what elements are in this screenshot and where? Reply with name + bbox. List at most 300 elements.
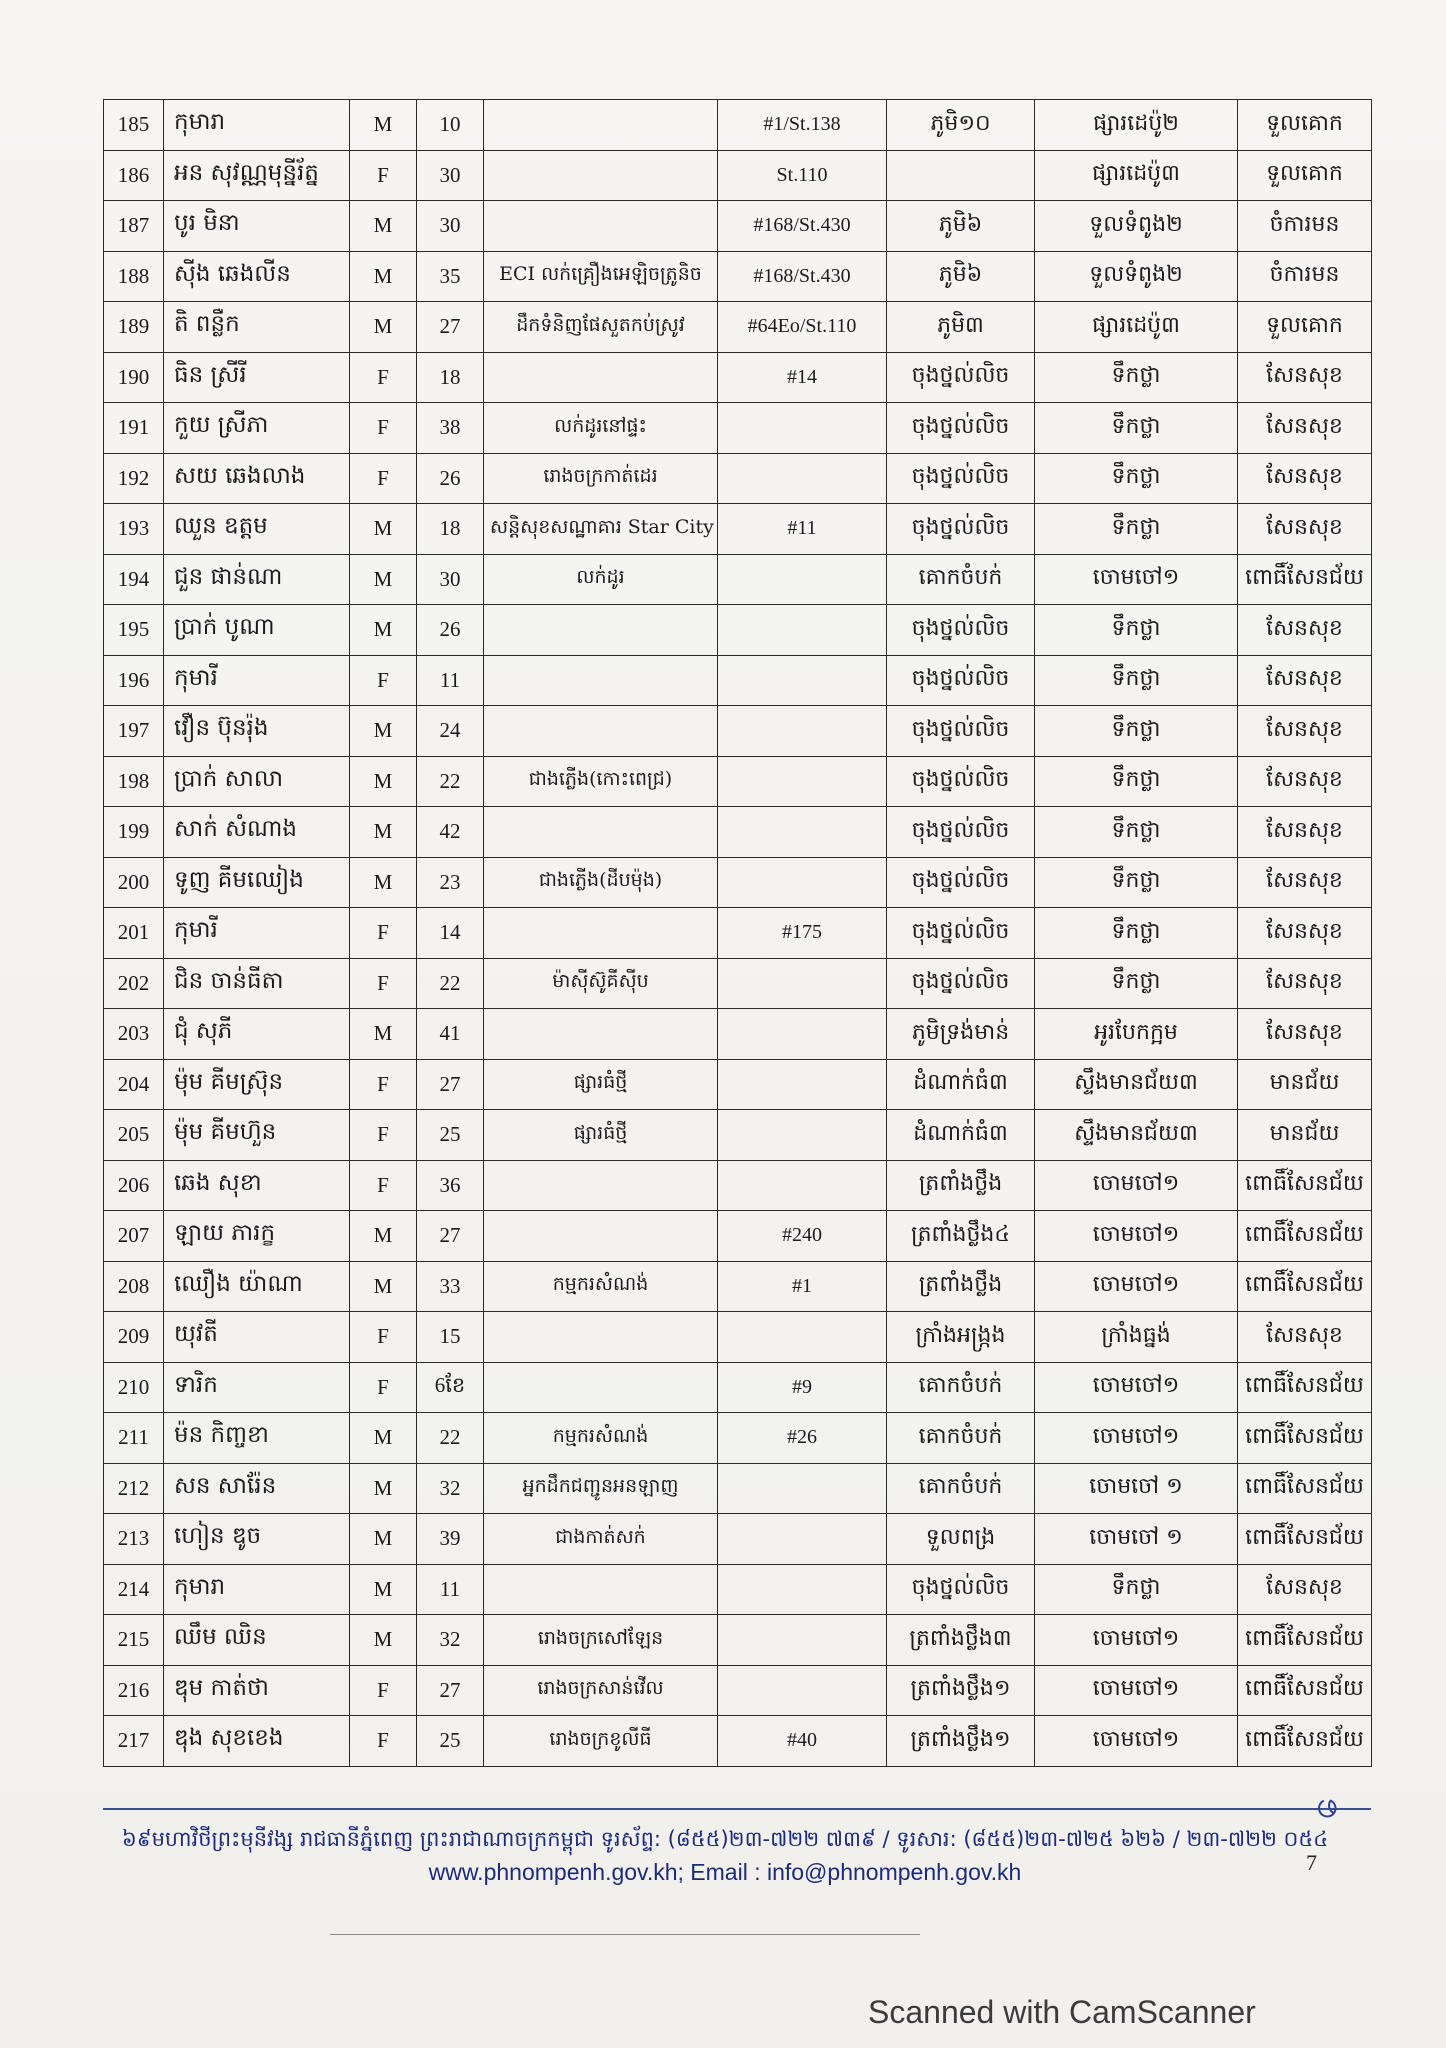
- table-row: [104, 504, 1372, 555]
- row-number-cell: 208: [104, 1261, 164, 1312]
- district-cell: ពោធិ៍សែនជ័យ: [1238, 554, 1372, 605]
- house-address-cell: [718, 1312, 887, 1363]
- row-number-cell: 216: [104, 1665, 164, 1716]
- occupation-cell: កម្មករសំណង់: [484, 1261, 718, 1312]
- occupation-cell: [484, 150, 718, 201]
- sex-cell: M: [350, 100, 417, 151]
- house-address-cell: [718, 706, 887, 757]
- name-cell: កុមារា: [164, 1564, 350, 1615]
- table-row: [104, 958, 1372, 1009]
- age-cell: 36: [417, 1160, 484, 1211]
- row-number-cell: 214: [104, 1564, 164, 1615]
- occupation-cell: រោងចក្រកាត់ដេរ: [484, 453, 718, 504]
- table-row: [104, 403, 1372, 454]
- name-cell: ជួន ផាន់ណា: [164, 554, 350, 605]
- table-row: [104, 1413, 1372, 1464]
- table-row: [104, 807, 1372, 858]
- name-cell: អន សុវណ្ណមុន្នីរ័ត្ន: [164, 150, 350, 201]
- sex-cell: M: [350, 201, 417, 252]
- village-cell: គោកចំបក់: [887, 554, 1035, 605]
- commune-cell: ចោមចៅ១: [1035, 1211, 1238, 1262]
- page-number: 7: [1306, 1850, 1317, 1875]
- sex-cell: F: [350, 1110, 417, 1161]
- sex-cell: M: [350, 1564, 417, 1615]
- name-cell: ប្រាក់ សាលា: [164, 756, 350, 807]
- commune-cell: ទួលទំពូង២: [1035, 251, 1238, 302]
- age-cell: 27: [417, 1665, 484, 1716]
- sex-cell: M: [350, 1211, 417, 1262]
- commune-cell: ទឹកថ្លា: [1035, 453, 1238, 504]
- row-number-cell: 210: [104, 1362, 164, 1413]
- occupation-cell: [484, 201, 718, 252]
- name-cell: ឡាយ ភារក្ខ: [164, 1211, 350, 1262]
- table-row: [104, 453, 1372, 504]
- records-table-body: [104, 100, 1372, 1767]
- commune-cell: ទួលទំពូង២: [1035, 201, 1238, 252]
- occupation-cell: សន្តិសុខសណ្ឋាគារ Star City: [484, 504, 718, 555]
- district-cell: សែនសុខ: [1238, 958, 1372, 1009]
- district-cell: ពោធិ៍សែនជ័យ: [1238, 1413, 1372, 1464]
- commune-cell: ចោមចៅ១: [1035, 1665, 1238, 1716]
- row-number-cell: 205: [104, 1110, 164, 1161]
- village-cell: ដំណាក់ធំ៣: [887, 1059, 1035, 1110]
- table-row: [104, 1665, 1372, 1716]
- district-cell: មានជ័យ: [1238, 1059, 1372, 1110]
- house-address-cell: #1: [718, 1261, 887, 1312]
- district-cell: សែនសុខ: [1238, 352, 1372, 403]
- house-address-cell: #9: [718, 1362, 887, 1413]
- age-cell: 42: [417, 807, 484, 858]
- row-number-cell: 212: [104, 1463, 164, 1514]
- village-cell: ភូមិ១០: [887, 100, 1035, 151]
- district-cell: សែនសុខ: [1238, 403, 1372, 454]
- house-address-cell: [718, 453, 887, 504]
- village-cell: ត្រពាំងថ្លឹង៤: [887, 1211, 1035, 1262]
- house-address-cell: [718, 1564, 887, 1615]
- house-address-cell: #1/St.138: [718, 100, 887, 151]
- district-cell: សែនសុខ: [1238, 1312, 1372, 1363]
- age-cell: 27: [417, 302, 484, 353]
- district-cell: ទួលគោក: [1238, 302, 1372, 353]
- row-number-cell: 199: [104, 807, 164, 858]
- age-cell: 39: [417, 1514, 484, 1565]
- row-number-cell: 198: [104, 756, 164, 807]
- commune-cell: ទឹកថ្លា: [1035, 504, 1238, 555]
- commune-cell: ទឹកថ្លា: [1035, 403, 1238, 454]
- occupation-cell: អ្នកដឹកជញ្ជូនអនឡាញ: [484, 1463, 718, 1514]
- sex-cell: M: [350, 1261, 417, 1312]
- sex-cell: F: [350, 1160, 417, 1211]
- row-number-cell: 189: [104, 302, 164, 353]
- district-cell: សែនសុខ: [1238, 1009, 1372, 1060]
- occupation-cell: [484, 807, 718, 858]
- occupation-cell: លក់ដូរ: [484, 554, 718, 605]
- commune-cell: ទឹកថ្លា: [1035, 908, 1238, 959]
- village-cell: ចុងថ្នល់លិច: [887, 756, 1035, 807]
- age-cell: 41: [417, 1009, 484, 1060]
- village-cell: [887, 150, 1035, 201]
- commune-cell: ទឹកថ្លា: [1035, 655, 1238, 706]
- commune-cell: អូរបែកក្អម: [1035, 1009, 1238, 1060]
- row-number-cell: 200: [104, 857, 164, 908]
- sex-cell: M: [350, 504, 417, 555]
- name-cell: វឿន ប៊ុនរ៉ុង: [164, 706, 350, 757]
- village-cell: ចុងថ្នល់លិច: [887, 706, 1035, 757]
- row-number-cell: 207: [104, 1211, 164, 1262]
- row-number-cell: 202: [104, 958, 164, 1009]
- occupation-cell: [484, 100, 718, 151]
- occupation-cell: [484, 706, 718, 757]
- village-cell: ភូមិ៦: [887, 201, 1035, 252]
- district-cell: សែនសុខ: [1238, 605, 1372, 656]
- commune-cell: ផ្សារដេប៉ូ៣: [1035, 302, 1238, 353]
- house-address-cell: #26: [718, 1413, 887, 1464]
- village-cell: ចុងថ្នល់លិច: [887, 958, 1035, 1009]
- commune-cell: ចោមចៅ១: [1035, 1261, 1238, 1312]
- table-row: [104, 1463, 1372, 1514]
- commune-cell: ស្ទឹងមានជ័យ៣: [1035, 1110, 1238, 1161]
- commune-cell: ចោមចៅ១: [1035, 554, 1238, 605]
- table-row: [104, 1059, 1372, 1110]
- commune-cell: ស្ទឹងមានជ័យ៣: [1035, 1059, 1238, 1110]
- table-row: [104, 554, 1372, 605]
- district-cell: ពោធិ៍សែនជ័យ: [1238, 1665, 1372, 1716]
- house-address-cell: [718, 1615, 887, 1666]
- village-cell: ចុងថ្នល់លិច: [887, 807, 1035, 858]
- table-row: [104, 1160, 1372, 1211]
- district-cell: ចំការមន: [1238, 201, 1372, 252]
- occupation-cell: ម៉ាស៊ីស៊ូគីស៊ីប: [484, 958, 718, 1009]
- age-cell: 24: [417, 706, 484, 757]
- sex-cell: F: [350, 150, 417, 201]
- table-row: [104, 1615, 1372, 1666]
- village-cell: ត្រពាំងថ្លឹង១: [887, 1665, 1035, 1716]
- age-cell: 38: [417, 403, 484, 454]
- name-cell: ម៉ុម គីមស្រ៊ុន: [164, 1059, 350, 1110]
- district-cell: ពោធិ៍សែនជ័យ: [1238, 1615, 1372, 1666]
- sex-cell: F: [350, 655, 417, 706]
- commune-cell: ទឹកថ្លា: [1035, 1564, 1238, 1615]
- sex-cell: M: [350, 251, 417, 302]
- name-cell: បូរ មិនា: [164, 201, 350, 252]
- sex-cell: F: [350, 453, 417, 504]
- name-cell: ឈឹម ឈិន: [164, 1615, 350, 1666]
- village-cell: ទួលពង្រ: [887, 1514, 1035, 1565]
- age-cell: 32: [417, 1463, 484, 1514]
- sex-cell: F: [350, 958, 417, 1009]
- district-cell: សែនសុខ: [1238, 706, 1372, 757]
- age-cell: 6ខែ: [417, 1362, 484, 1413]
- age-cell: 23: [417, 857, 484, 908]
- occupation-cell: ជាងភ្លើង(ដីបម៉ុង): [484, 857, 718, 908]
- scanner-watermark: Scanned with CamScanner: [868, 1994, 1256, 2030]
- commune-cell: ចោមចៅ១: [1035, 1615, 1238, 1666]
- house-address-cell: #40: [718, 1716, 887, 1767]
- age-cell: 25: [417, 1110, 484, 1161]
- district-cell: សែនសុខ: [1238, 655, 1372, 706]
- occupation-cell: ជាងកាត់សក់: [484, 1514, 718, 1565]
- age-cell: 30: [417, 150, 484, 201]
- district-cell: ពោធិ៍សែនជ័យ: [1238, 1463, 1372, 1514]
- village-cell: ចុងថ្នល់លិច: [887, 605, 1035, 656]
- table-row: [104, 857, 1372, 908]
- house-address-cell: St.110: [718, 150, 887, 201]
- age-cell: 26: [417, 605, 484, 656]
- house-address-cell: #168/St.430: [718, 201, 887, 252]
- row-number-cell: 190: [104, 352, 164, 403]
- name-cell: សន សារ៉ែន: [164, 1463, 350, 1514]
- commune-cell: ផ្សារដេប៉ូ២: [1035, 100, 1238, 151]
- name-cell: ធិន ស្រីរី: [164, 352, 350, 403]
- village-cell: គោកចំបក់: [887, 1362, 1035, 1413]
- occupation-cell: [484, 1564, 718, 1615]
- row-number-cell: 187: [104, 201, 164, 252]
- table-row: [104, 352, 1372, 403]
- age-cell: 26: [417, 453, 484, 504]
- table-row: [104, 1261, 1372, 1312]
- sex-cell: M: [350, 1615, 417, 1666]
- footer-contact: www.phnompenh.gov.kh; Email : info@phnompenh.gov.kh: [428, 1859, 1022, 1885]
- village-cell: ចុងថ្នល់លិច: [887, 908, 1035, 959]
- sex-cell: F: [350, 403, 417, 454]
- row-number-cell: 195: [104, 605, 164, 656]
- age-cell: 11: [417, 655, 484, 706]
- name-cell: ឈឿង យ៉ាណា: [164, 1261, 350, 1312]
- row-number-cell: 206: [104, 1160, 164, 1211]
- sex-cell: F: [350, 1665, 417, 1716]
- table-row: [104, 201, 1372, 252]
- house-address-cell: [718, 403, 887, 454]
- age-cell: 33: [417, 1261, 484, 1312]
- age-cell: 22: [417, 756, 484, 807]
- name-cell: ម៉ុម គីមហ៊ួន: [164, 1110, 350, 1161]
- sex-cell: M: [350, 1514, 417, 1565]
- age-cell: 15: [417, 1312, 484, 1363]
- age-cell: 27: [417, 1059, 484, 1110]
- house-address-cell: [718, 857, 887, 908]
- village-cell: ចុងថ្នល់លិច: [887, 857, 1035, 908]
- house-address-cell: #175: [718, 908, 887, 959]
- district-cell: មានជ័យ: [1238, 1110, 1372, 1161]
- district-cell: ពោធិ៍សែនជ័យ: [1238, 1362, 1372, 1413]
- row-number-cell: 186: [104, 150, 164, 201]
- row-number-cell: 185: [104, 100, 164, 151]
- village-cell: ចុងថ្នល់លិច: [887, 403, 1035, 454]
- table-row: [104, 150, 1372, 201]
- name-cell: កុមារី: [164, 655, 350, 706]
- village-cell: ត្រពាំងថ្លឹង១: [887, 1716, 1035, 1767]
- district-cell: សែនសុខ: [1238, 908, 1372, 959]
- age-cell: 11: [417, 1564, 484, 1615]
- district-cell: សែនសុខ: [1238, 1564, 1372, 1615]
- village-cell: ភូមិ៦: [887, 251, 1035, 302]
- age-cell: 22: [417, 958, 484, 1009]
- row-number-cell: 215: [104, 1615, 164, 1666]
- name-cell: ឌុម កាត់ថា: [164, 1665, 350, 1716]
- table-row: [104, 655, 1372, 706]
- village-cell: ត្រពាំងថ្លឹង: [887, 1160, 1035, 1211]
- age-cell: 18: [417, 352, 484, 403]
- table-row: [104, 1564, 1372, 1615]
- name-cell: ម៉ន កិញ្ចខា: [164, 1413, 350, 1464]
- table-row: [104, 706, 1372, 757]
- name-cell: ស៊ីង ឆេងលីន: [164, 251, 350, 302]
- commune-cell: ទឹកថ្លា: [1035, 756, 1238, 807]
- district-cell: សែនសុខ: [1238, 857, 1372, 908]
- occupation-cell: [484, 1362, 718, 1413]
- name-cell: ទារិក: [164, 1362, 350, 1413]
- commune-cell: ទឹកថ្លា: [1035, 857, 1238, 908]
- commune-cell: ទឹកថ្លា: [1035, 706, 1238, 757]
- village-cell: ក្រាំងអង្រ្កង: [887, 1312, 1035, 1363]
- sex-cell: M: [350, 756, 417, 807]
- age-cell: 14: [417, 908, 484, 959]
- name-cell: យុវតី: [164, 1312, 350, 1363]
- village-cell: ចុងថ្នល់លិច: [887, 1564, 1035, 1615]
- records-table: [103, 99, 1372, 1767]
- sex-cell: M: [350, 605, 417, 656]
- table-row: [104, 1110, 1372, 1161]
- sex-cell: M: [350, 1463, 417, 1514]
- age-cell: 25: [417, 1716, 484, 1767]
- commune-cell: ទឹកថ្លា: [1035, 352, 1238, 403]
- sex-cell: F: [350, 1362, 417, 1413]
- house-address-cell: [718, 807, 887, 858]
- table-row: [104, 1362, 1372, 1413]
- district-cell: ទួលគោក: [1238, 150, 1372, 201]
- table-row: [104, 1211, 1372, 1262]
- age-cell: 22: [417, 1413, 484, 1464]
- commune-cell: ចោមចៅ១: [1035, 1160, 1238, 1211]
- district-cell: ពោធិ៍សែនជ័យ: [1238, 1211, 1372, 1262]
- name-cell: កួយ ស្រីភា: [164, 403, 350, 454]
- house-address-cell: #240: [718, 1211, 887, 1262]
- table-row: [104, 908, 1372, 959]
- name-cell: សាក់ សំណាង: [164, 807, 350, 858]
- sex-cell: M: [350, 857, 417, 908]
- age-cell: 10: [417, 100, 484, 151]
- house-address-cell: [718, 958, 887, 1009]
- commune-cell: ទឹកថ្លា: [1035, 807, 1238, 858]
- occupation-cell: ជាងភ្លើង(កោះពេជ្រ): [484, 756, 718, 807]
- sex-cell: M: [350, 1413, 417, 1464]
- age-cell: 18: [417, 504, 484, 555]
- house-address-cell: [718, 1514, 887, 1565]
- district-cell: ពោធិ៍សែនជ័យ: [1238, 1261, 1372, 1312]
- commune-cell: ទឹកថ្លា: [1035, 605, 1238, 656]
- row-number-cell: 217: [104, 1716, 164, 1767]
- name-cell: តិ ពន្លឺក: [164, 302, 350, 353]
- village-cell: ដំណាក់ធំ៣: [887, 1110, 1035, 1161]
- occupation-cell: [484, 1160, 718, 1211]
- handwritten-mark: ဖ: [1316, 1781, 1339, 1827]
- age-cell: 30: [417, 201, 484, 252]
- name-cell: ជិន ចាន់ធីតា: [164, 958, 350, 1009]
- age-cell: 30: [417, 554, 484, 605]
- district-cell: សែនសុខ: [1238, 453, 1372, 504]
- name-cell: ហៀន ឌូច: [164, 1514, 350, 1565]
- name-cell: ទូញ គីមឈៀង: [164, 857, 350, 908]
- sex-cell: F: [350, 908, 417, 959]
- name-cell: សយ ឆេងលាង: [164, 453, 350, 504]
- village-cell: ចុងថ្នល់លិច: [887, 504, 1035, 555]
- row-number-cell: 191: [104, 403, 164, 454]
- table-row: [104, 100, 1372, 151]
- occupation-cell: [484, 352, 718, 403]
- commune-cell: ចោមចៅ ១: [1035, 1463, 1238, 1514]
- house-address-cell: [718, 1160, 887, 1211]
- house-address-cell: [718, 655, 887, 706]
- village-cell: ត្រពាំងថ្លឹង: [887, 1261, 1035, 1312]
- table-row: [104, 1009, 1372, 1060]
- district-cell: សែនសុខ: [1238, 504, 1372, 555]
- village-cell: ចុងថ្នល់លិច: [887, 655, 1035, 706]
- village-cell: គោកចំបក់: [887, 1413, 1035, 1464]
- row-number-cell: 203: [104, 1009, 164, 1060]
- occupation-cell: ECI លក់គ្រឿងអេឡិចត្រូនិច: [484, 251, 718, 302]
- house-address-cell: [718, 554, 887, 605]
- row-number-cell: 197: [104, 706, 164, 757]
- sex-cell: M: [350, 1009, 417, 1060]
- sex-cell: F: [350, 1059, 417, 1110]
- house-address-cell: [718, 756, 887, 807]
- village-cell: ចុងថ្នល់លិច: [887, 352, 1035, 403]
- sex-cell: F: [350, 1716, 417, 1767]
- sex-cell: M: [350, 706, 417, 757]
- name-cell: ប្រាក់ បូណា: [164, 605, 350, 656]
- occupation-cell: [484, 1009, 718, 1060]
- district-cell: សែនសុខ: [1238, 756, 1372, 807]
- occupation-cell: ផ្សារធំថ្មី: [484, 1110, 718, 1161]
- occupation-cell: រោងចក្រខូលីធី: [484, 1716, 718, 1767]
- footer-address: ៦៩មហាវិថីព្រះមុនីវង្ស រាជធានីភ្នំពេញ ព្រះរាជាណាចក្រកម្ពុជា ទូរស័ព្ទ: (៨៥៥)២៣-៧២២ ៧៣៩ / ទូរសារ: (៨៥៥)២៣-៧២៥ ៦២៦ / ២៣-៧២២ ០៥៤: [121, 1827, 1329, 1851]
- name-cell: កុមារា: [164, 100, 350, 151]
- row-number-cell: 201: [104, 908, 164, 959]
- district-cell: ទួលគោក: [1238, 100, 1372, 151]
- house-address-cell: [718, 1463, 887, 1514]
- row-number-cell: 211: [104, 1413, 164, 1464]
- name-cell: ជុំ សុភី: [164, 1009, 350, 1060]
- house-address-cell: [718, 1009, 887, 1060]
- table-row: [104, 251, 1372, 302]
- house-address-cell: #64Eo/St.110: [718, 302, 887, 353]
- occupation-cell: [484, 1211, 718, 1262]
- district-cell: ពោធិ៍សែនជ័យ: [1238, 1160, 1372, 1211]
- village-cell: ភូមិ៣: [887, 302, 1035, 353]
- occupation-cell: ផ្សារធំថ្មី: [484, 1059, 718, 1110]
- district-cell: ចំការមន: [1238, 251, 1372, 302]
- village-cell: ត្រពាំងថ្លឹង៣: [887, 1615, 1035, 1666]
- district-cell: ពោធិ៍សែនជ័យ: [1238, 1514, 1372, 1565]
- commune-cell: ចោមចៅ១: [1035, 1413, 1238, 1464]
- age-cell: 35: [417, 251, 484, 302]
- occupation-cell: ដឹកទំនិញផែសួតកប់ស្រូវ: [484, 302, 718, 353]
- occupation-cell: លក់ដូរនៅផ្ទះ: [484, 403, 718, 454]
- age-cell: 27: [417, 1211, 484, 1262]
- occupation-cell: កម្មករសំណង់: [484, 1413, 718, 1464]
- name-cell: ឌុង សុខខេង: [164, 1716, 350, 1767]
- name-cell: កុមារី: [164, 908, 350, 959]
- house-address-cell: #168/St.430: [718, 251, 887, 302]
- house-address-cell: [718, 1059, 887, 1110]
- name-cell: ឈួន ឧត្តម: [164, 504, 350, 555]
- commune-cell: ក្រាំងធ្នង់: [1035, 1312, 1238, 1363]
- occupation-cell: រោងចក្រសាន់វើល: [484, 1665, 718, 1716]
- occupation-cell: [484, 605, 718, 656]
- sex-cell: F: [350, 1312, 417, 1363]
- commune-cell: ចោមចៅ១: [1035, 1362, 1238, 1413]
- row-number-cell: 204: [104, 1059, 164, 1110]
